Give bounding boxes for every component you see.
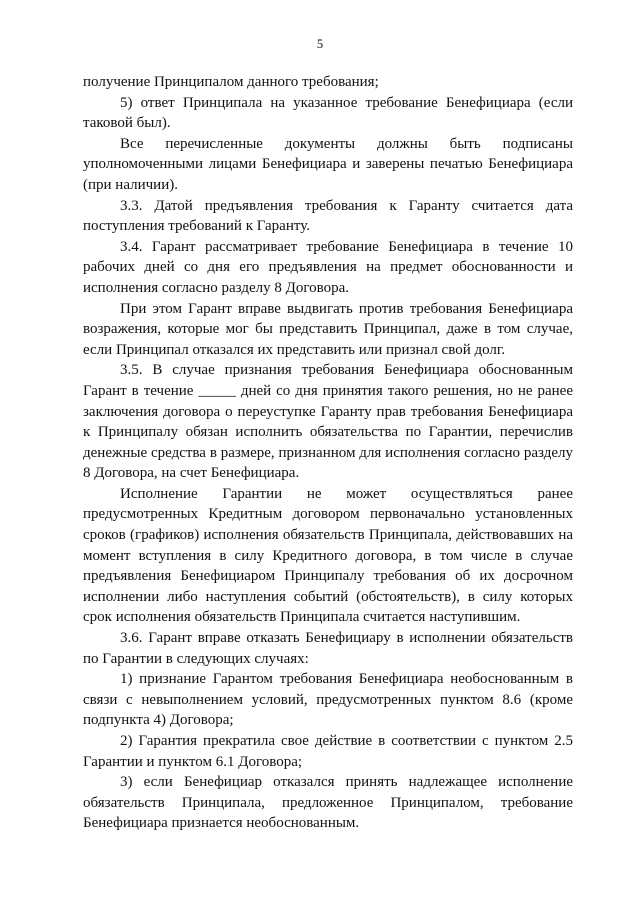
paragraph-guarantor-objections: При этом Гарант вправе выдвигать против требования Бенефициара возражения, которые мог бы представить Принципал, даже в том случае, если Принципал отказался их представить или признал свой долг. xyxy=(83,300,573,358)
paragraph-documents-signed: Все перечисленные документы должны быть подписаны уполномоченными лицами Бенефициара и заверены печатью Бенефициара (при наличии). xyxy=(83,135,573,193)
paragraph-item-5-response: 5) ответ Принципала на указанное требование Бенефициара (если таковой был). xyxy=(83,94,573,132)
paragraph-guarantee-execution: Исполнение Гарантии не может осуществляться ранее предусмотренных Кредитным договором первоначально установленных сроков (графиков) исполнения обязательств Принципала, действовавших на момент вступления в силу Кредитного договора, в том числе в случае предъявления Бенефициаром Принципалу требования об их досрочном исполнении либо наступления событий (обстоятельств), в силу которых срок исполнения обязательств Принципала считается наступившим. xyxy=(83,485,573,626)
paragraph-continuation: получение Принципалом данного требования; xyxy=(83,74,379,90)
paragraph-3-6: 3.6. Гарант вправе отказать Бенефициару в исполнении обязательств по Гарантии в следующих случаях: xyxy=(83,630,573,667)
page-number: 5 xyxy=(316,37,324,51)
paragraph-3-4: 3.4. Гарант рассматривает требование Бенефициара в течение 10 рабочих дней со дня его предъявления на предмет обоснованности и исполнения согласно разделу 8 Договора. xyxy=(83,238,573,296)
paragraph-3-3: 3.3. Датой предъявления требования к Гаранту считается дата поступления требований к Гаранту. xyxy=(83,197,573,235)
paragraph-refusal-case-1: 1) признание Гарантом требования Бенефициара необоснованным в связи с невыполнением условий, предусмотренных пунктом 8.6 (кроме подпункта 4) Договора; xyxy=(83,671,573,729)
paragraph-refusal-case-3: 3) если Бенефициар отказался принять надлежащее исполнение обязательств Принципала, предложенное Принципалом, требование Бенефициара признается необоснованным. xyxy=(83,774,573,832)
paragraph-refusal-case-2: 2) Гарантия прекратила свое действие в соответствии с пунктом 2.5 Гарантии и пунктом 6.1 Договора; xyxy=(83,733,573,770)
document-body xyxy=(83,72,573,834)
paragraph-3-5: 3.5. В случае признания требования Бенефициара обоснованным Гарант в течение _____ дней со дня принятия такого решения, но не ранее заключения договора о переуступке Гаранту прав требования Бенефициара к Принципалу обязан исполнить обязательства по Гарантии, перечислив денежные средства в размере, признанном для исполнения согласно разделу 8 Договора, на счет Бенефициара. xyxy=(83,362,573,482)
